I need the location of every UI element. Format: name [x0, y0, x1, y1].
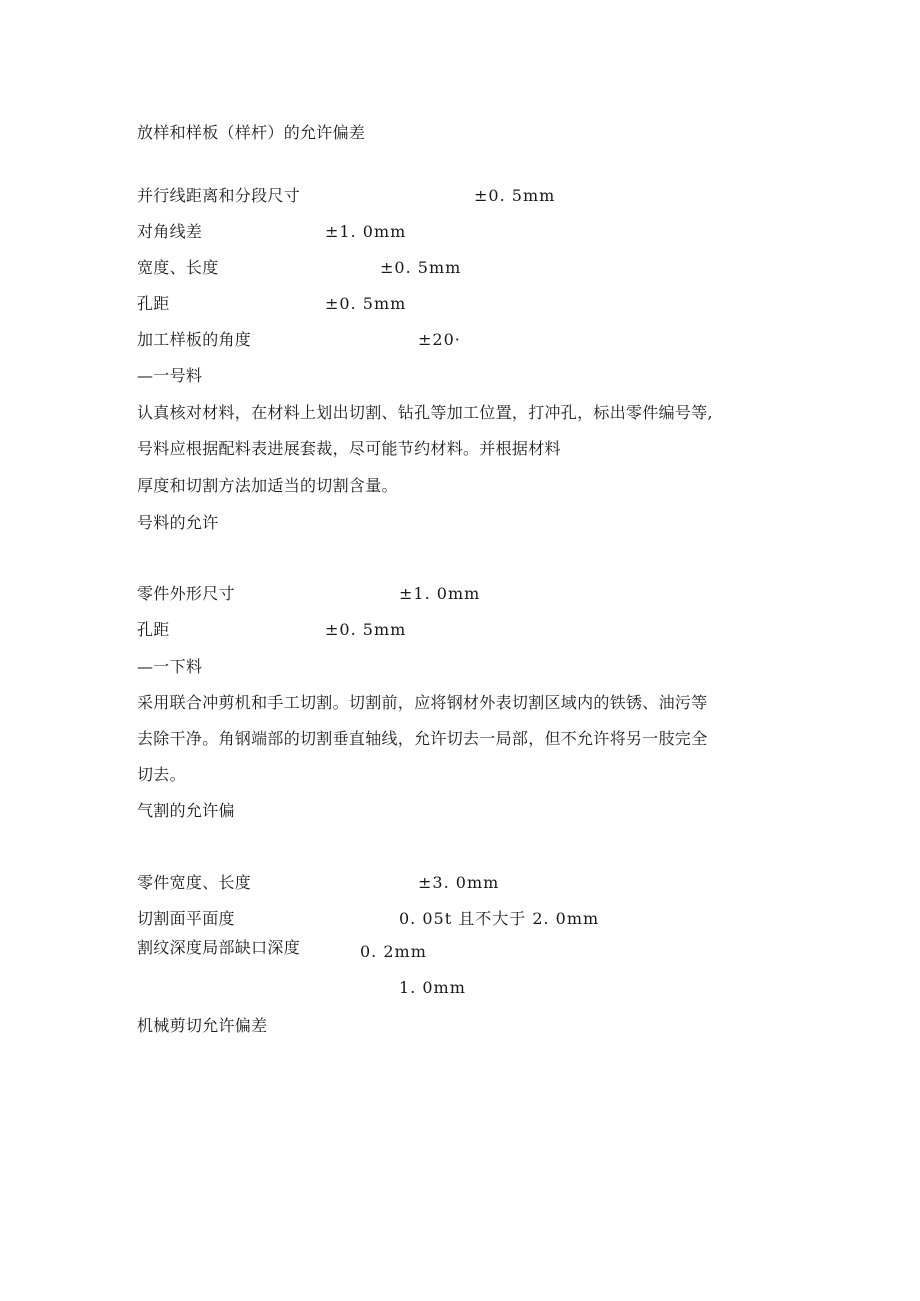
- section-heading: —一号料: [137, 366, 203, 385]
- row-value-extra: 1. 0mm: [399, 978, 466, 997]
- row-label: 零件外形尺寸: [137, 584, 235, 603]
- sub-heading: 气割的允许偏: [137, 801, 235, 820]
- row-label: 孔距: [137, 620, 170, 639]
- row-value: ±0. 5mm: [380, 258, 462, 277]
- section-heading: —一下料: [137, 657, 203, 676]
- row-value: ±0. 5mm: [325, 294, 407, 313]
- row-label: 孔距: [137, 294, 170, 313]
- row-label: 切割面平面度: [137, 909, 235, 928]
- doc-title: 放样和样板（样杆）的允许偏差: [137, 123, 366, 142]
- paragraph-line: 去除干净。角钢端部的切割垂直轴线，允许切去一局部，但不允许将另一肢完全: [137, 729, 708, 748]
- paragraph-line: 切去。: [137, 765, 186, 784]
- row-label: 对角线差: [137, 222, 203, 241]
- paragraph-line: 采用联合冲剪机和手工切割。切割前，应将钢材外表切割区域内的铁锈、油污等: [137, 693, 708, 712]
- row-value: ±1. 0mm: [399, 584, 481, 603]
- sub-heading: 机械剪切允许偏差: [137, 1016, 268, 1035]
- row-label: 割纹深度局部缺口深度: [137, 938, 301, 957]
- row-value: 0. 2mm: [360, 942, 427, 961]
- row-value: ±0. 5mm: [325, 620, 407, 639]
- row-value: ±1. 0mm: [325, 222, 407, 241]
- paragraph-line: 号料应根据配料表进展套裁，尽可能节约材料。并根据材料: [137, 439, 561, 458]
- row-label: 零件宽度、长度: [137, 873, 252, 892]
- row-value: ±20·: [418, 330, 461, 349]
- row-value: 0. 05t 且不大于 2. 0mm: [399, 909, 600, 928]
- paragraph-line: 认真核对材料，在材料上划出切割、钻孔等加工位置，打冲孔，标出零件编号等,: [137, 403, 713, 422]
- sub-heading: 号料的允许: [137, 513, 219, 532]
- row-label: 并行线距离和分段尺寸: [137, 186, 301, 205]
- row-label: 加工样板的角度: [137, 330, 252, 349]
- row-value: ±0. 5mm: [474, 186, 556, 205]
- row-label: 宽度、长度: [137, 258, 219, 277]
- row-value: ±3. 0mm: [418, 873, 500, 892]
- paragraph-line: 厚度和切割方法加适当的切割含量。: [137, 476, 398, 495]
